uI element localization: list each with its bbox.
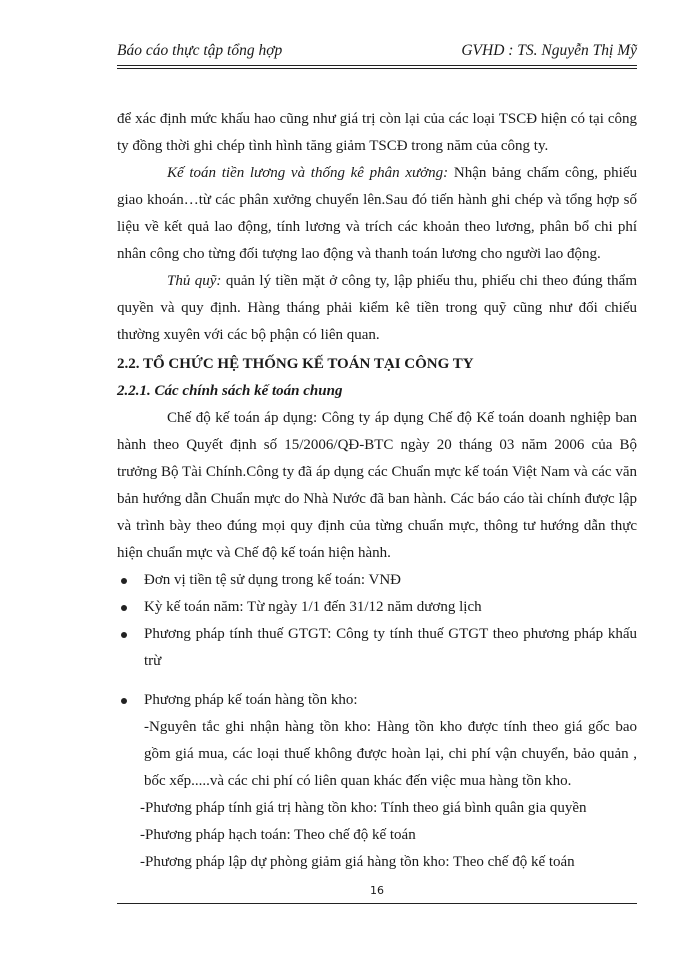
header-rule-thin [117, 68, 637, 69]
list-item [117, 567, 637, 594]
bullet-icon [121, 632, 127, 638]
bullet-icon [121, 698, 127, 704]
paragraph-accounting-regime: Chế độ kế toán áp dụng: Công ty áp dụng Chế độ Kế toán doanh nghiệp ban hành theo Quyết định số 15/2006/QĐ-BTC ngày 20 tháng 03 năm 2006 của Bộ trưởng Bộ Tài Chính.Công ty đã áp dụng các Chuẩn mực kế toán Việt Nam và các văn bản hướng dẫn Chuẩn mực do Nhà Nước đã ban hành. Các báo cáo tài chính được lập và trình bày theo đúng mọi quy định của từng chuẩn mực, thông tư hướng dẫn thực hiện chuẩn mực và Chế độ kế toán hiện hành. [117, 410, 637, 561]
paragraph-payroll [117, 160, 637, 268]
section-heading: 2.2. TỔ CHỨC HỆ THỐNG KẾ TOÁN TẠI CÔNG TY [117, 356, 474, 372]
page-body [117, 106, 637, 876]
subsection-heading: 2.2.1. Các chính sách kế toán chung [117, 383, 343, 399]
inventory-valuation: -Phương pháp tính giá trị hàng tồn kho: Tính theo giá bình quân gia quyền [140, 800, 587, 816]
list-item-text: Đơn vị tiền tệ sử dụng trong kế toán: VNĐ [144, 572, 402, 588]
list-item-text: Kỳ kế toán năm: Từ ngày 1/1 đến 31/12 năm dương lịch [144, 599, 482, 615]
list-item [117, 621, 637, 675]
list-item [117, 594, 637, 621]
payroll-label: Kế toán tiền lương và thống kê phân xưởng: [167, 165, 449, 181]
bullet-icon [121, 578, 127, 584]
paragraph-cashier [117, 268, 637, 349]
policy-list [117, 567, 637, 714]
bullet-icon [121, 605, 127, 611]
cashier-text: quản lý tiền mặt ở công ty, lập phiếu thu, phiếu chi theo đúng thẩm quyền và quy định. Hàng tháng phải kiểm kê tiền trong quỹ cũng như đối chiếu thường xuyên với các bộ phận có liên quan. [117, 273, 637, 343]
header-report-title: Báo cáo thực tập tổng hợp [117, 42, 283, 59]
payroll-text: Nhận bảng chấm công, phiếu giao khoán…từ các phân xưởng chuyển lên.Sau đó tiến hành ghi chép và tổng hợp số liệu về kết quả lao động, tính lương và trích các khoản theo lương, phân bổ chi phí nhân công cho từng đối tượng lao động và thanh toán lương cho người lao động. [117, 165, 637, 262]
page-number: 16 [370, 884, 384, 897]
cashier-label: Thủ quỹ: [167, 273, 222, 289]
list-item [117, 687, 637, 714]
paragraph-tscd: để xác định mức khấu hao cũng như giá trị còn lại của các loại TSCĐ hiện có tại công ty đồng thời ghi chép tình hình tăng giảm TSCĐ trong năm của công ty. [117, 111, 637, 154]
inventory-accounting-method: -Phương pháp hạch toán: Theo chế độ kế toán [140, 827, 416, 843]
inventory-provision: -Phương pháp lập dự phòng giảm giá hàng tồn kho: Theo chế độ kế toán [140, 854, 575, 870]
footer-rule [117, 903, 637, 904]
header-rule-thick [117, 65, 637, 66]
list-item-text: Phương pháp tính thuế GTGT: Công ty tính thuế GTGT theo phương pháp khấu trừ [144, 626, 637, 669]
header-supervisor: GVHD : TS. Nguyễn Thị Mỹ [461, 42, 637, 59]
page-header [117, 40, 637, 62]
inventory-recognition: -Nguyên tắc ghi nhận hàng tồn kho: Hàng tồn kho được tính theo giá gốc bao gồm giá mua, các loại thuế không được hoàn lại, chi phí vận chuyển, bảo quản , bốc xếp.....và các chi phí có liên quan khác đến việc mua hàng tồn kho. [144, 719, 637, 789]
list-item-text: Phương pháp kế toán hàng tồn kho: [144, 692, 358, 708]
